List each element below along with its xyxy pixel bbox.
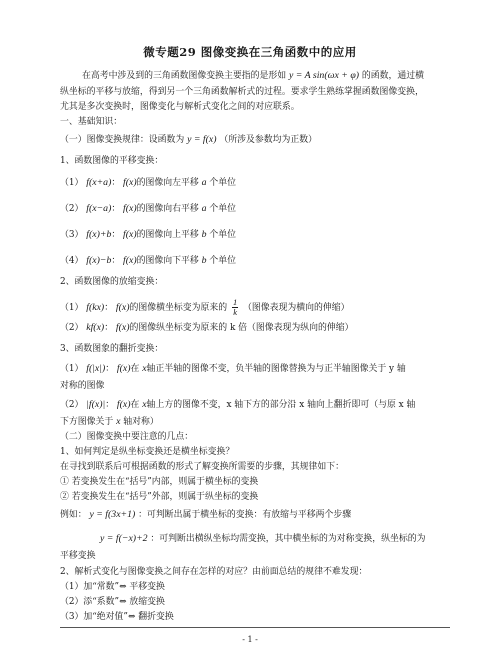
rule-outside-brackets: ② 若变换发生在“括号”外部，则属于纵坐标的变换 xyxy=(60,492,259,502)
text: 个单位 xyxy=(209,230,236,240)
formula: f(kx) xyxy=(86,302,105,313)
text: ： xyxy=(111,178,121,188)
rule-inside-brackets: ① 若变换发生在“括号”内部，则属于横坐标的变换 xyxy=(60,477,259,487)
formula: x xyxy=(116,416,121,427)
text: （图像表现为横向的伸缩） xyxy=(243,303,350,313)
text: 的图像向左平移 xyxy=(136,178,199,188)
footer-divider xyxy=(60,627,450,628)
formula: x xyxy=(142,363,147,374)
page-number: - 1 - xyxy=(242,635,258,644)
fraction-denominator: k xyxy=(233,307,237,317)
formula: |f(x)| xyxy=(86,399,106,410)
text: 的图像向下平移 xyxy=(136,256,199,266)
heading-translation: 1、函数图像的平移变换： xyxy=(60,156,164,166)
text: ： xyxy=(105,400,115,410)
formula: f(x) xyxy=(123,203,137,214)
formula: x xyxy=(142,399,147,410)
text: 的函数，通过横 xyxy=(361,71,424,81)
intro-line-2: 纵坐标的平移与放缩，得到另一个三角函数解析式的过程。要求学生熟练掌握函数图像变换， xyxy=(60,87,424,97)
text: ：可判断出横纵坐标均需变换，其中横坐标的为对称变换，纵坐标的为 xyxy=(150,534,426,544)
formula: f(x+a) xyxy=(86,177,112,188)
formula: f(x) xyxy=(123,255,137,266)
text: ： xyxy=(111,256,121,266)
formula: b xyxy=(201,229,207,240)
item-number: （2） xyxy=(60,204,84,214)
text: （所涉及参数均为正数） xyxy=(219,135,317,145)
text: 的图像向上平移 xyxy=(136,230,199,240)
item-number: （2） xyxy=(60,323,84,333)
formula: f(x) xyxy=(116,399,131,410)
formula: kf(x) xyxy=(86,322,105,333)
rule-1-2 xyxy=(60,203,460,215)
formula: f(x) xyxy=(123,229,137,240)
formula: f(x) xyxy=(123,177,137,188)
rule-1-1 xyxy=(60,177,460,189)
formula: y = f(−x)+2 xyxy=(100,533,148,544)
rule-coefficient: （2）添“系数”⇔ 放缩变换 xyxy=(60,597,165,607)
example-1 xyxy=(60,509,460,521)
text: ： xyxy=(111,230,121,240)
text: 轴对称） xyxy=(123,417,159,427)
item-number: （3） xyxy=(60,230,84,240)
item-number: （2） xyxy=(60,400,84,410)
formula: f(x) xyxy=(115,322,130,333)
heading-reflection: 3、函数图象的翻折变换： xyxy=(60,344,164,354)
rule-absolute-value: （3）加“绝对值”⇔ 翻折变换 xyxy=(60,612,174,622)
item-number: （4） xyxy=(60,256,84,266)
formula: b xyxy=(201,255,207,266)
rule-3-1 xyxy=(60,363,460,375)
page-title: 微专题29 图像变换在三角函数中的应用 xyxy=(143,45,357,59)
text: 个单位 xyxy=(209,204,236,214)
rule-3-2-cont xyxy=(60,416,460,428)
formula: a xyxy=(201,177,207,188)
item-number: （1） xyxy=(60,303,84,313)
formula: y = f(3x+1) xyxy=(89,509,136,520)
text: 轴上方的图像不变，x 轴下方的部分沿 x 轴向上翻折即可（与原 x 轴 xyxy=(146,400,416,410)
text: 下方图像关于 xyxy=(60,417,114,427)
text: 在高考中涉及到的三角函数图像变换主要指的是形如 xyxy=(82,71,287,81)
question-2: 2、解析式变化与图像变换之间存在怎样的对应？由前面总结的规律不难发现： xyxy=(60,567,368,577)
formula: f(x)+b xyxy=(86,229,112,240)
rule-2-1 xyxy=(60,298,460,317)
text: ： xyxy=(105,364,115,374)
question-1: 1、如何判定是纵坐标变换还是横坐标变换？ xyxy=(60,447,235,457)
rule-1-4 xyxy=(60,255,460,267)
example-2-cont: 平移变换 xyxy=(60,551,96,561)
section-heading: 一、基础知识： xyxy=(60,117,123,127)
text: 在 xyxy=(130,400,140,410)
rule-1-3 xyxy=(60,229,460,241)
example-2 xyxy=(100,533,500,545)
rule-2-2 xyxy=(60,322,460,334)
text: ： xyxy=(104,323,114,333)
subsection-1 xyxy=(60,134,460,146)
item-number: （1） xyxy=(60,364,84,374)
rule-3-1-cont: 对称的图像 xyxy=(60,381,105,391)
intro-line-1 xyxy=(82,70,482,82)
formula: f(|x|) xyxy=(86,363,106,374)
text: 的图像纵坐标变为原来的 k 倍（图像表现为纵向的伸缩） xyxy=(129,323,354,333)
formula: a xyxy=(201,203,207,214)
text: ：可判断出属于横坐标的变换：有放缩与平移两个步骤 xyxy=(138,510,352,520)
text: 个单位 xyxy=(209,256,236,266)
subsection-2: （二）图像变换中要注意的几点： xyxy=(60,432,194,442)
formula: y = f(x) xyxy=(187,134,217,145)
text: 例如： xyxy=(60,510,87,520)
formula: f(x) xyxy=(115,302,130,313)
paragraph: 在寻找到联系后可根据函数的形式了解变换所需要的步骤，其规律如下： xyxy=(60,462,344,472)
fraction xyxy=(232,298,238,317)
rule-constant: （1）加“常数”⇔ 平移变换 xyxy=(60,582,165,592)
text: （一）图像变换规律：设函数为 xyxy=(60,135,185,145)
text: 个单位 xyxy=(209,178,236,188)
formula: y = A sin(ωx + φ) xyxy=(288,70,360,81)
heading-scaling: 2、函数图像的放缩变换： xyxy=(60,277,164,287)
fraction-numerator: 1 xyxy=(232,297,238,307)
item-number: （1） xyxy=(60,178,84,188)
intro-line-3: 尤其是多次变换时，图像变化与解析式变化之间的对应联系。 xyxy=(60,102,300,112)
formula: f(x−a) xyxy=(86,203,112,214)
text: 在 xyxy=(130,364,140,374)
formula: f(x)−b xyxy=(86,255,112,266)
text: ： xyxy=(111,204,121,214)
text: 的图像向右平移 xyxy=(136,204,199,214)
rule-3-2 xyxy=(60,399,460,411)
text: ： xyxy=(104,303,114,313)
text: 的图像横坐标变为原来的 xyxy=(129,303,228,313)
text: 轴正半轴的图像不变，负半轴的图像替换为与正半轴图像关于 y 轴 xyxy=(146,364,406,374)
formula: f(x) xyxy=(116,363,131,374)
